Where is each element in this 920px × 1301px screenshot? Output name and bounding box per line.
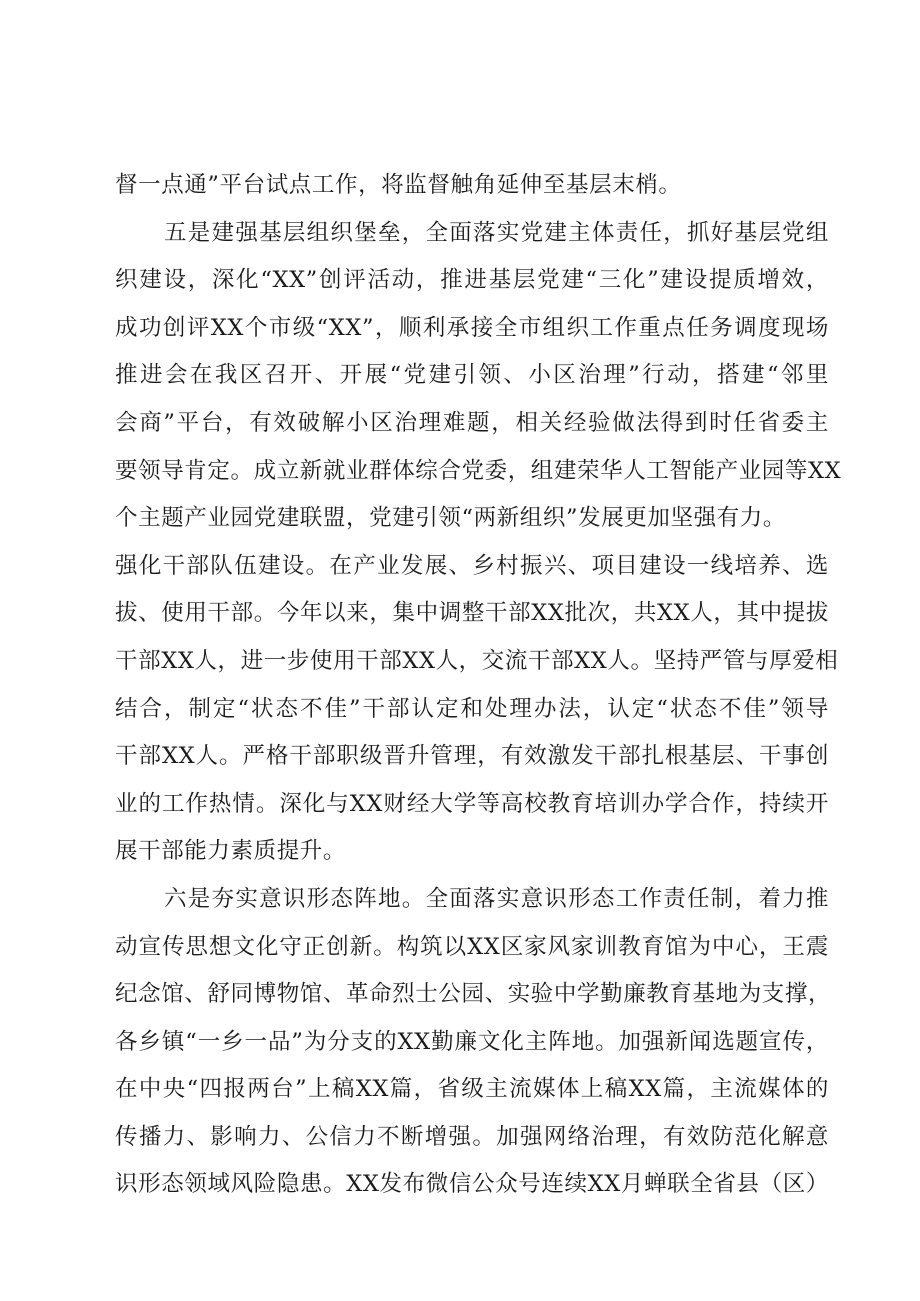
text-line: 业的工作热情。深化与XX财经大学等高校教育培训办学合作，持续开 [115,790,829,817]
text-line: 推进会在我区召开、开展“党建引领、小区治理”行动，搭建“邻里 [115,362,829,389]
paragraph-5-first-line: 五是建强基层组织堡垒，全面落实党建主体责任，抓好基层党组 [164,219,829,246]
text-line: 会商”平台，有效破解小区治理难题，相关经验做法得到时任省委主 [115,409,829,436]
text-line: 强化干部队伍建设。在产业发展、乡村振兴、项目建设一线培养、选 [115,552,829,579]
paragraph-6-first-line: 六是夯实意识形态阵地。全面落实意识形态工作责任制，着力推 [164,885,829,912]
text-line: 动宣传思想文化守正创新。构筑以XX区家风家训教育馆为中心，王震 [115,933,829,960]
text-line: 各乡镇“一乡一品”为分支的XX勤廉文化主阵地。加强新闻选题宣传， [115,1028,829,1055]
text-line: 纪念馆、舒同博物馆、革命烈士公园、实验中学勤廉教育基地为支撑， [115,981,832,1008]
text-line: 干部XX人，进一步使用干部XX人，交流干部XX人。坚持严管与厚爱相 [115,647,839,674]
text-line: 识形态领域风险隐患。XX发布微信公众号连续XX月蝉联全省县（区） [115,1171,829,1198]
text-line: 织建设，深化“XX”创评活动，推进基层党建“三化”建设提质增效， [115,267,829,294]
text-line: 督一点通”平台试点工作，将监督触角延伸至基层末梢。 [115,172,682,198]
text-line: 结合，制定“状态不佳”干部认定和处理办法，认定“状态不佳”领导 [115,695,829,722]
text-line: 成功创评XX个市级“XX”，顺利承接全市组织工作重点任务调度现场 [115,314,829,341]
text-line: 拔、使用干部。今年以来，集中调整干部XX批次，共XX人，其中提拔 [115,600,829,627]
text-line: 展干部能力素质提升。 [115,838,347,865]
text-line: 个主题产业园党建联盟，党建引领“两新组织”发展更加坚强有力。 [115,505,787,532]
text-line: 在中央“四报两台”上稿XX篇，省级主流媒体上稿XX篇，主流媒体的 [115,1076,829,1103]
text-line: 要领导肯定。成立新就业群体综合党委，组建荣华人工智能产业园等XX [115,457,842,484]
text-line: 干部XX人。严格干部职级晋升管理，有效激发干部扎根基层、干事创 [115,743,829,770]
text-line: 传播力、影响力、公信力不断增强。加强网络治理，有效防范化解意 [115,1123,829,1150]
document-body [115,162,842,1209]
